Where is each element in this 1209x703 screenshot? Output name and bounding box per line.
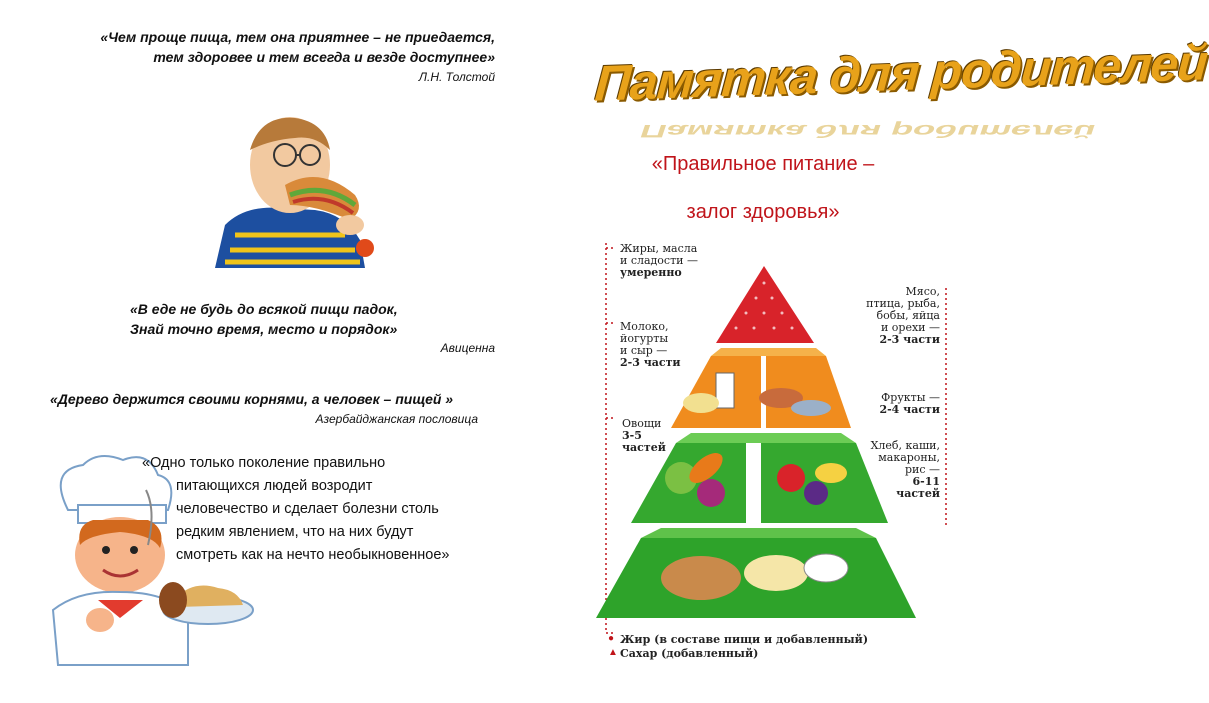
quote-avicenna xyxy=(130,299,510,339)
svg-text:▲: ▲ xyxy=(608,647,618,658)
pyramid-label-dairy-l1: Молоко, xyxy=(620,320,669,333)
pyramid-label-meat-l1: Мясо, xyxy=(905,285,940,298)
pyramid-label-fats xyxy=(620,243,698,279)
quote-generation-line5: смотреть как на нечто необыкновенное» xyxy=(176,547,450,563)
pyramid-label-meat xyxy=(850,286,940,346)
quote-generation-line4: редким явлением, что на них будут xyxy=(176,524,414,540)
pyramid-label-grains-l3: рис — xyxy=(904,463,940,476)
quote-tolstoy-line1: «Чем проще пища, тем она приятнее – не приедается, xyxy=(100,29,495,45)
pyramid-label-grains-l5: частей xyxy=(896,487,940,500)
pyramid-label-meat-l4: и орехи — xyxy=(880,321,940,334)
pyramid-label-grains-l2: макароны, xyxy=(878,451,940,464)
pyramid-label-dairy-l3: и сыр — xyxy=(620,344,668,357)
leaflet-title-reflection: Памятка для родителей xyxy=(632,121,1102,142)
svg-text:●: ● xyxy=(608,633,615,644)
pyramid-label-dairy-l2: йогурты xyxy=(620,332,669,345)
quote-proverb: «Дерево держится своими корнями, а человек – пищей » xyxy=(50,391,454,407)
pyramid-label-fats-l2: и сладости — xyxy=(620,254,699,267)
pyramid-label-grains-l1: Хлеб, каши, xyxy=(870,439,940,452)
pyramid-label-fruits xyxy=(850,392,940,416)
quote-generation xyxy=(142,452,449,567)
pyramid-label-vegetables xyxy=(622,418,666,454)
pyramid-label-meat-l5: 2-3 части xyxy=(879,333,940,346)
quote-proverb-author: Азербайджанская пословица xyxy=(315,412,478,426)
pyramid-label-dairy xyxy=(620,321,681,369)
pyramid-label-vegetables-l3: частей xyxy=(622,441,666,454)
quote-avicenna-line1: «В еде не будь до всякой пищи падок, xyxy=(130,301,398,317)
quote-avicenna-line2: Знай точно время, место и порядок» xyxy=(130,321,398,337)
pyramid-label-vegetables-l1: Овощи xyxy=(622,417,662,430)
pyramid-label-grains-l4: 6-11 xyxy=(912,475,940,488)
quote-avicenna-author: Авиценна xyxy=(440,341,495,355)
subtitle-line1: «Правильное питание – xyxy=(651,153,875,175)
quote-tolstoy xyxy=(40,27,495,67)
pyramid-label-dairy-l4: 2-3 части xyxy=(620,356,681,369)
leaflet-title: Памятка для родителей xyxy=(593,34,1209,112)
pyramid-label-meat-l3: бобы, яйца xyxy=(876,309,940,322)
pyramid-label-meat-l2: птица, рыба, xyxy=(866,297,940,310)
pyramid-label-fruits-l2: 2-4 части xyxy=(879,403,940,416)
pyramid-label-fats-l1: Жиры, масла xyxy=(620,242,698,255)
pyramid-label-grains xyxy=(850,440,940,500)
quote-generation-line3: человечество и сделает болезни столь xyxy=(176,501,439,517)
pyramid-label-vegetables-l2: 3-5 xyxy=(622,429,642,442)
quote-generation-line2: питающихся людей возродит xyxy=(176,478,373,494)
pyramid-label-fruits-l1: Фрукты — xyxy=(881,391,940,404)
boy-eating-sandwich-illustration xyxy=(205,110,385,268)
quote-generation-line1: «Одно только поколение правильно xyxy=(142,455,386,471)
subtitle-line2: залог здоровья» xyxy=(686,201,840,223)
quote-tolstoy-line2: тем здоровее и тем всегда и везде доступнее» xyxy=(153,49,495,65)
pyramid-legend-sugar: Сахар (добавленный) xyxy=(620,647,759,660)
pyramid-legend-fat: Жир (в составе пищи и добавленный) xyxy=(620,633,869,646)
pyramid-label-fats-l3: умеренно xyxy=(620,266,682,279)
quote-tolstoy-author: Л.Н. Толстой xyxy=(418,70,495,84)
